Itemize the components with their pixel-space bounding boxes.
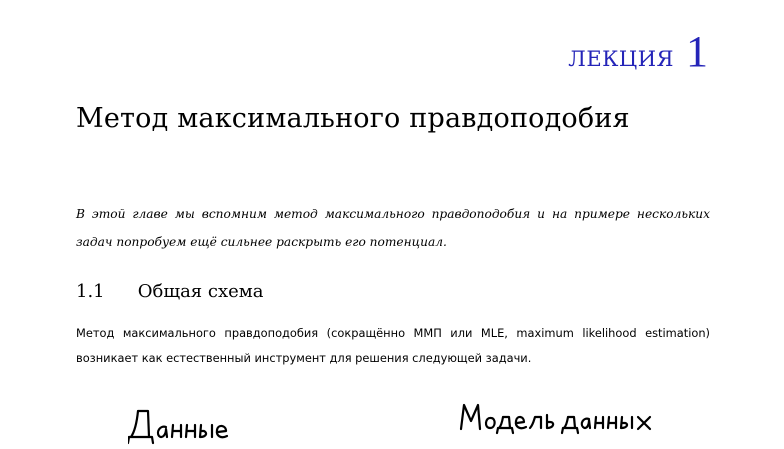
handwritten-model-label: [458, 395, 658, 443]
lecture-number: 1: [686, 27, 708, 76]
handwritten-data-label: [128, 405, 238, 449]
lecture-word: ЛЕКЦИЯ: [568, 47, 674, 71]
lecture-header: [568, 27, 708, 76]
chapter-title: Метод максимального правдоподобия: [76, 103, 630, 134]
section-heading: [76, 281, 264, 302]
handwritten-model-drawing: [458, 395, 658, 439]
body-paragraph: Метод максимального правдоподобия (сокращённо ММП или MLE, maximum likelihood estimation) возникает как естественный инструмент для решения следующей задачи.: [76, 326, 710, 365]
section-number: 1.1: [76, 281, 105, 302]
handwritten-data-drawing: [128, 405, 238, 445]
section-title: Общая схема: [137, 281, 264, 302]
chapter-abstract: В этой главе мы вспомним метод максимального правдоподобия и на примере нескольких задач попробуем ещё сильнее раскрыть его потенциал.: [76, 207, 710, 249]
